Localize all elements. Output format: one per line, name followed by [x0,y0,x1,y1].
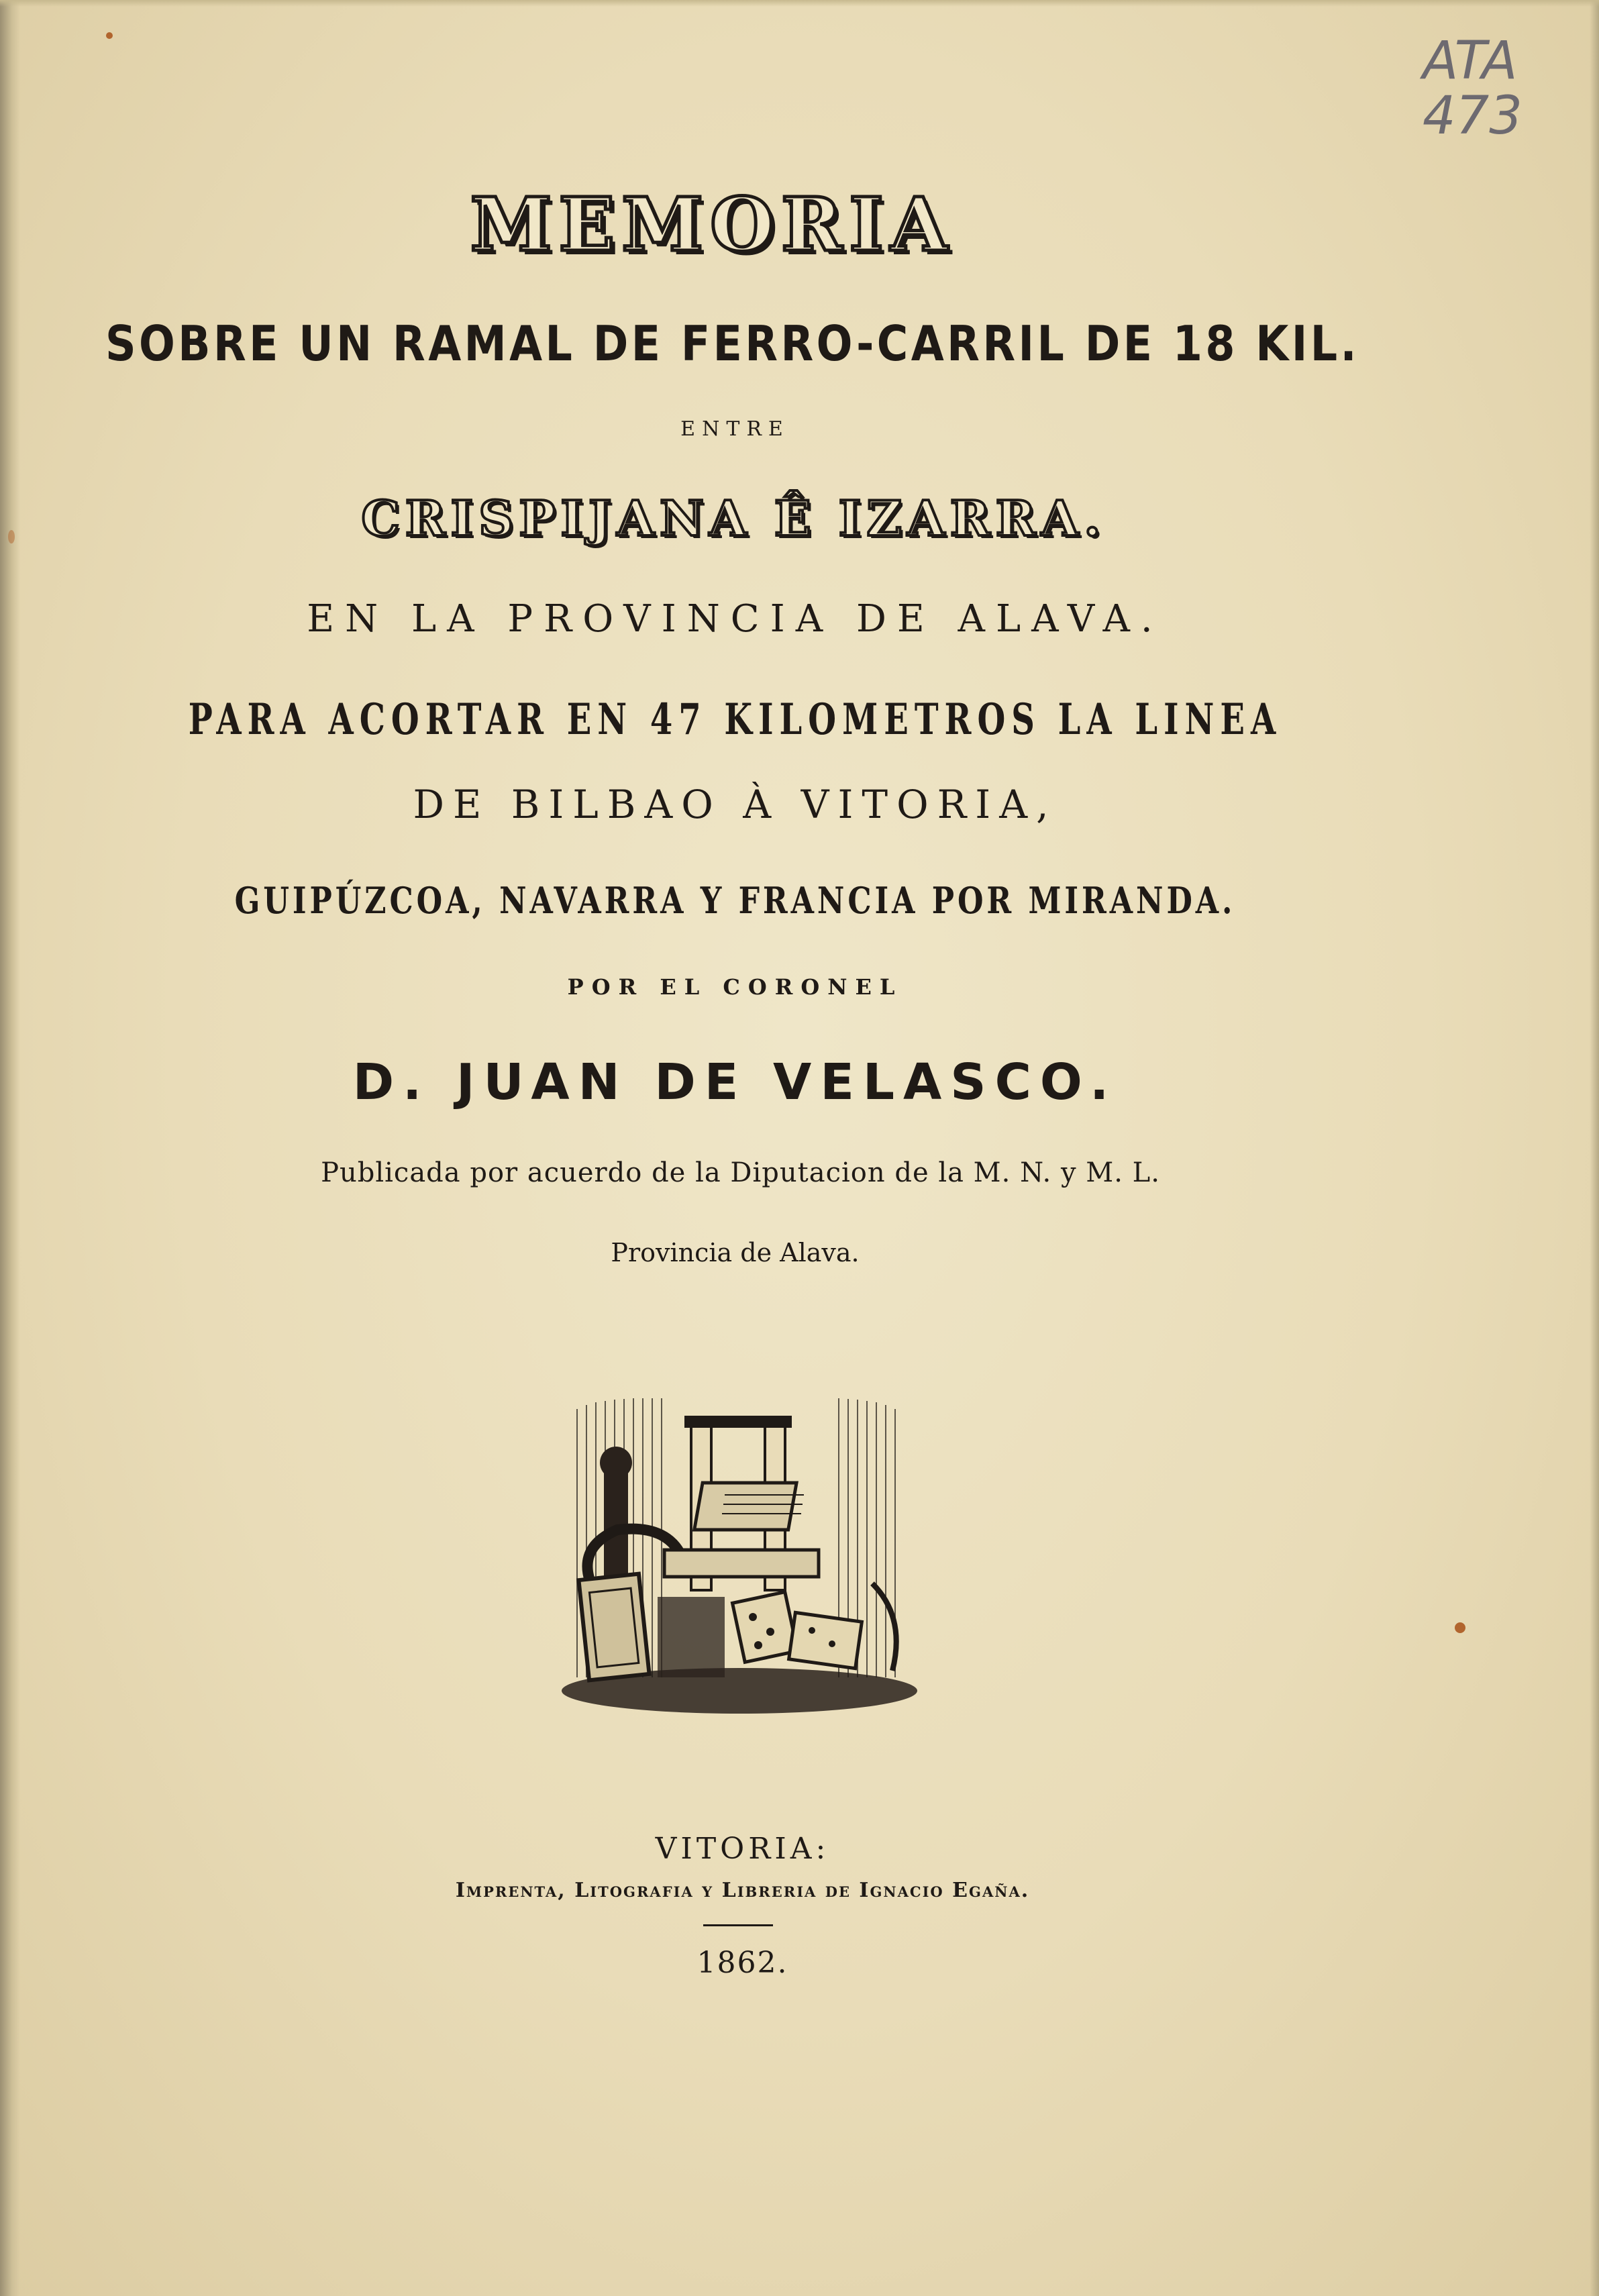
imprint-printer: Imprenta, Litografia y Libreria de Ignacio Egaña. [455,1879,1030,1902]
purpose-line-3: GUIPÚZCOA, NAVARRA Y FRANCIA POR MIRANDA. [234,879,1236,922]
purpose-line-2: DE BILBAO À VITORIA, [413,782,1058,827]
imprint-rule [703,1924,773,1926]
imprint-year: 1862. [697,1946,788,1980]
page-edge-right [1590,0,1599,2296]
purpose-line-1: PARA ACORTAR EN 47 KILOMETROS LA LINEA [188,694,1282,745]
province-line: EN LA PROVINCIA DE ALAVA. [307,597,1164,641]
printing-press-vignette [557,1396,923,1718]
subtitle: SOBRE UN RAMAL DE FERRO-CARRIL DE 18 KIL. [105,315,1360,372]
place-names: CRISPIJANA Ê IZARRA. [361,490,1106,547]
foxing-spot [106,32,113,39]
foxing-spot [1455,1622,1465,1633]
author-name: D. JUAN DE VELASCO. [352,1053,1118,1111]
shelfmark-line-2: 473 [1423,86,1523,146]
publication-note: Publicada por acuerdo de la Diputacion de la M. N. y M. L. [321,1157,1160,1188]
shelfmark-line-1: ATA [1423,31,1518,91]
page-edge-top [0,0,1599,7]
publication-province: Provincia de Alava. [611,1238,860,1267]
connector-word: ENTRE [680,417,790,441]
by-line: POR EL CORONEL [567,974,903,1000]
main-title: MEMORIA [470,181,955,268]
pencil-shelfmark [1423,31,1570,146]
imprint-city: VITORIA: [655,1832,830,1866]
